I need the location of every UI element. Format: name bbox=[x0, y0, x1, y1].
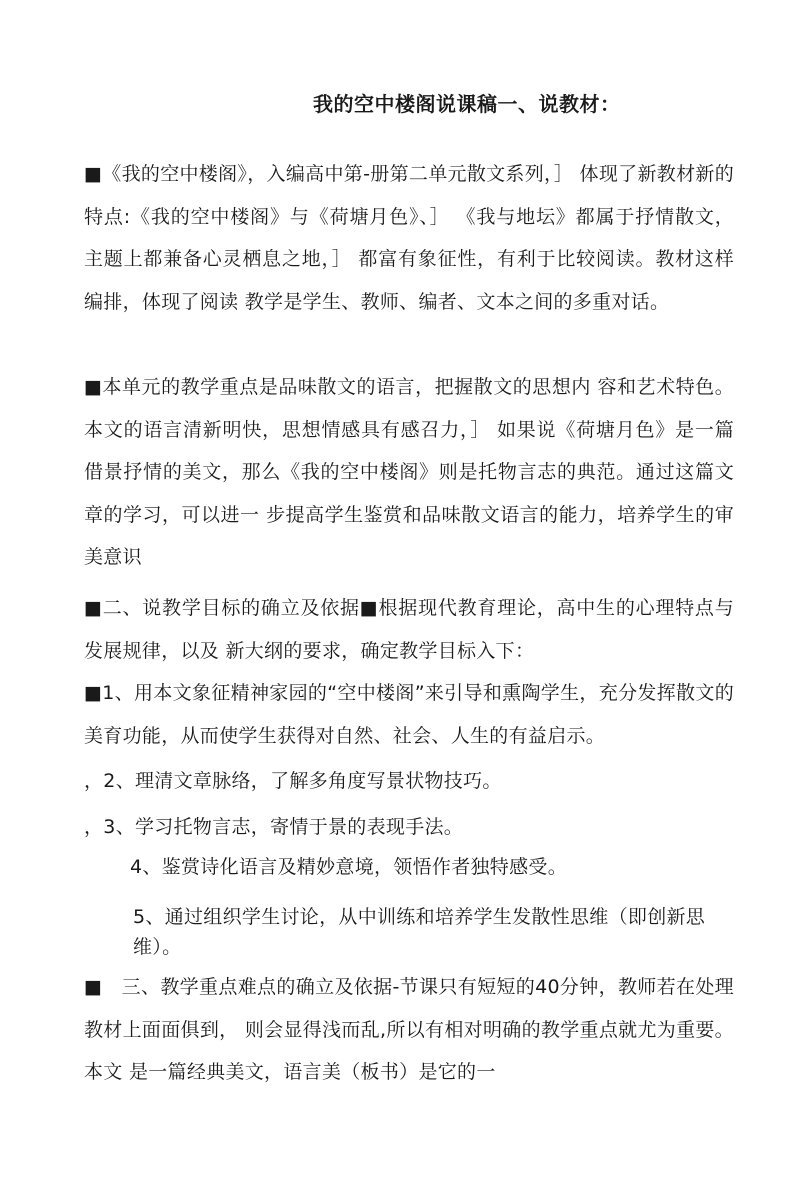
paragraph-goal-4: 4、鉴赏诗化语言及精妙意境，领悟作者独特感受。 bbox=[130, 856, 567, 878]
paragraph-goal-3: ，3、学习托物言志，寄情于景的表现手法。 bbox=[84, 816, 464, 838]
paragraph-goal-1: ■1、用本文象征精神家园的“空中楼阁”来引导和熏陶学生，充分发挥散文的美育功能，从而使学生获得对自然、社会、人生的有益启示。 bbox=[84, 682, 734, 747]
paragraph-goal-2: ，2、理清文章脉络，了解多角度写景状物技巧。 bbox=[84, 770, 502, 792]
document-title: 我的空中楼阁说课稿一、说教材： bbox=[313, 92, 621, 116]
paragraph-textbook-intro: ■《我的空中楼阁》，入编高中第-册第二单元散文系列，］ 体现了新教材新的特点:《我的空中楼阁》与《荷塘月色》、］ 《我与地坛》都属于抒情散文，主题上都兼备心灵栖息之地，］ 都富有象征性，有利于比较阅读。教材这样编排，体现了阅读 教学是学生、教师、编者、文本之间的多重对话。 bbox=[84, 163, 734, 313]
paragraph-unit-focus: ■本单元的教学重点是品味散文的语言，把握散文的思想内 容和艺术特色。本文的语言清新明快，思想情感具有感召力，］ 如果说《荷塘月色》是一篇借景抒情的美文，那么《我的空中楼阁》则是托物言志的典范。通过这篇文章的学习，可以进一 步提高学生鉴赏和品味散文语言的能力，培养学生的审美意识 bbox=[84, 376, 734, 568]
paragraph-key-points: ■ 三、教学重点难点的确立及依据-节课只有短短的40分钟，教师若在处理教材上面面俱到， 则会显得浅而乱,所以有相对明确的教学重点就尤为重要。本文 是一篇经典美文，语言美（板书）是它的一 bbox=[84, 976, 734, 1083]
paragraph-goal-5: 5、通过组织学生讨论，从中训练和培养学生发散性思维（即创新思维）。 bbox=[133, 906, 706, 958]
paragraph-teaching-goals-heading: ■二、说教学目标的确立及依据■根据现代教育理论，高中生的心理特点与发展规律，以及 新大纲的要求，确定教学目标入下： bbox=[84, 597, 734, 662]
